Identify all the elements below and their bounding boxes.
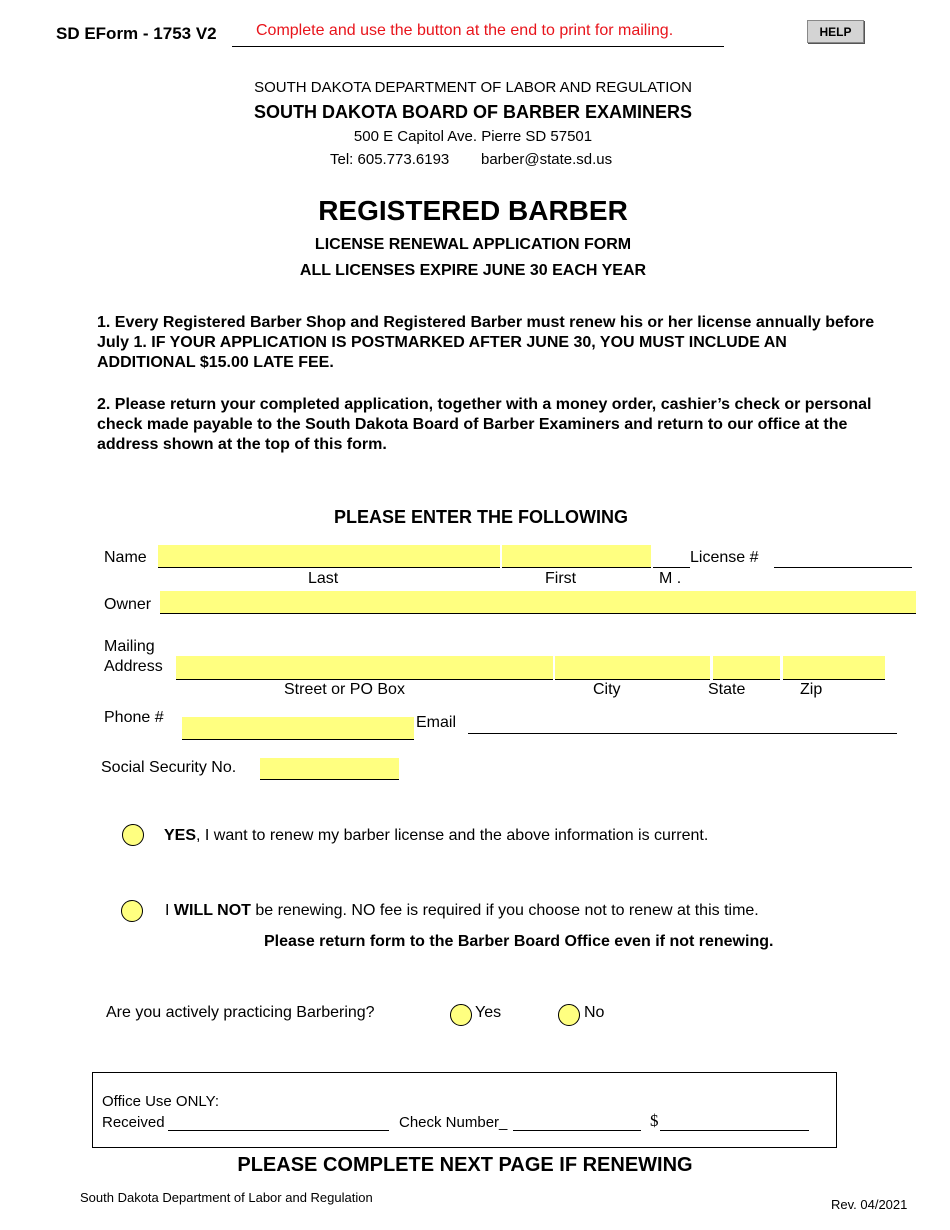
form-heading: PLEASE ENTER THE FOLLOWING — [333, 507, 628, 527]
mailing-label: Mailing — [104, 638, 155, 655]
form-subtitle: LICENSE RENEWAL APPLICATION FORM — [314, 236, 632, 253]
return-form-note: Please return form to the Barber Board Office even if not renewing. — [264, 933, 774, 950]
renew-no-text — [165, 902, 759, 920]
instruction-paragraph-1: 1. Every Registered Barber Shop and Registered Barber must renew his or her license annually before July 1. IF YOUR APPLICATION IS POSTMARKED AFTER JUNE 30, YOU MUST INCLUDE AN ADDITIONAL $15.00 LATE FEE. — [97, 314, 875, 371]
middle-initial-label: M . — [659, 570, 682, 587]
renew-no-prefix: I — [165, 902, 174, 919]
email-label: Email — [416, 714, 457, 731]
check-number-label: Check Number_ — [399, 1114, 508, 1131]
first-label: First — [545, 570, 577, 587]
renew-no-bold: WILL NOT — [173, 902, 251, 919]
street-field[interactable] — [176, 656, 553, 680]
renew-yes-text — [164, 827, 708, 845]
renew-yes-bold: YES — [164, 827, 197, 844]
footer-department: South Dakota Department of Labor and Regulation — [80, 1190, 373, 1205]
city-label: City — [593, 681, 621, 698]
practicing-yes-label: Yes — [475, 1004, 502, 1021]
last-name-field[interactable] — [158, 545, 500, 568]
practicing-no-label: No — [584, 1004, 605, 1021]
agency-phone: Tel: 605.773.6193 — [330, 151, 450, 168]
address-label: Address — [104, 658, 163, 675]
ssn-field[interactable] — [260, 758, 399, 780]
agency-address: 500 E Capitol Ave. Pierre SD 57501 — [353, 128, 593, 145]
print-instruction: Complete and use the button at the end to print for mailing. — [256, 22, 674, 39]
middle-initial-field[interactable] — [653, 545, 690, 568]
city-field[interactable] — [555, 656, 710, 680]
phone-field[interactable] — [182, 717, 414, 740]
dollar-sign: $ — [650, 1111, 659, 1130]
instruction-line — [232, 22, 724, 47]
check-number-line — [513, 1114, 641, 1131]
amount-line — [660, 1114, 809, 1131]
zip-field[interactable] — [783, 656, 885, 680]
first-name-field[interactable] — [502, 545, 651, 568]
ssn-label: Social Security No. — [101, 759, 237, 776]
renew-no-radio[interactable] — [121, 900, 143, 922]
renew-yes-desc: , I want to renew my barber license and the above information is current. — [196, 827, 709, 844]
office-use-title: Office Use ONLY: — [102, 1093, 219, 1110]
renew-no-desc: be renewing. NO fee is required if you choose not to renew at this time. — [250, 902, 759, 919]
owner-field[interactable] — [160, 591, 916, 614]
practicing-no-radio[interactable] — [558, 1004, 580, 1026]
zip-label: Zip — [800, 681, 823, 698]
department-name: SOUTH DAKOTA DEPARTMENT OF LABOR AND REGULATION — [254, 79, 692, 96]
practicing-yes-radio[interactable] — [450, 1004, 472, 1026]
name-label: Name — [104, 549, 147, 566]
revision-date: Rev. 04/2021 — [831, 1197, 908, 1212]
received-label: Received — [102, 1114, 165, 1131]
owner-label: Owner — [104, 596, 152, 613]
last-label: Last — [308, 570, 339, 587]
email-field[interactable] — [468, 711, 897, 734]
office-use-box — [92, 1072, 837, 1148]
practicing-question: Are you actively practicing Barbering? — [106, 1004, 375, 1021]
expiry-notice: ALL LICENSES EXPIRE JUNE 30 EACH YEAR — [299, 262, 647, 279]
page-title: REGISTERED BARBER — [318, 195, 628, 226]
agency-email: barber@state.sd.us — [481, 151, 613, 168]
street-label: Street or PO Box — [284, 681, 405, 698]
help-button[interactable]: HELP — [807, 20, 864, 43]
form-id: SD EForm - 1753 V2 — [56, 24, 217, 43]
next-page-notice: PLEASE COMPLETE NEXT PAGE IF RENEWING — [237, 1154, 693, 1176]
renew-yes-radio[interactable] — [122, 824, 144, 846]
license-number-field[interactable] — [774, 545, 912, 568]
state-field[interactable] — [713, 656, 780, 680]
state-label: State — [708, 681, 746, 698]
board-name: SOUTH DAKOTA BOARD OF BARBER EXAMINERS — [253, 102, 692, 122]
phone-label: Phone # — [104, 709, 164, 726]
received-line — [168, 1114, 389, 1131]
license-label: License # — [690, 549, 759, 566]
instruction-paragraph-2: 2. Please return your completed application, together with a money order, cashier’s check or personal check made payable to the South Dakota Board of Barber Examiners and return to our office at the address shown at the top of this form. — [97, 396, 872, 453]
